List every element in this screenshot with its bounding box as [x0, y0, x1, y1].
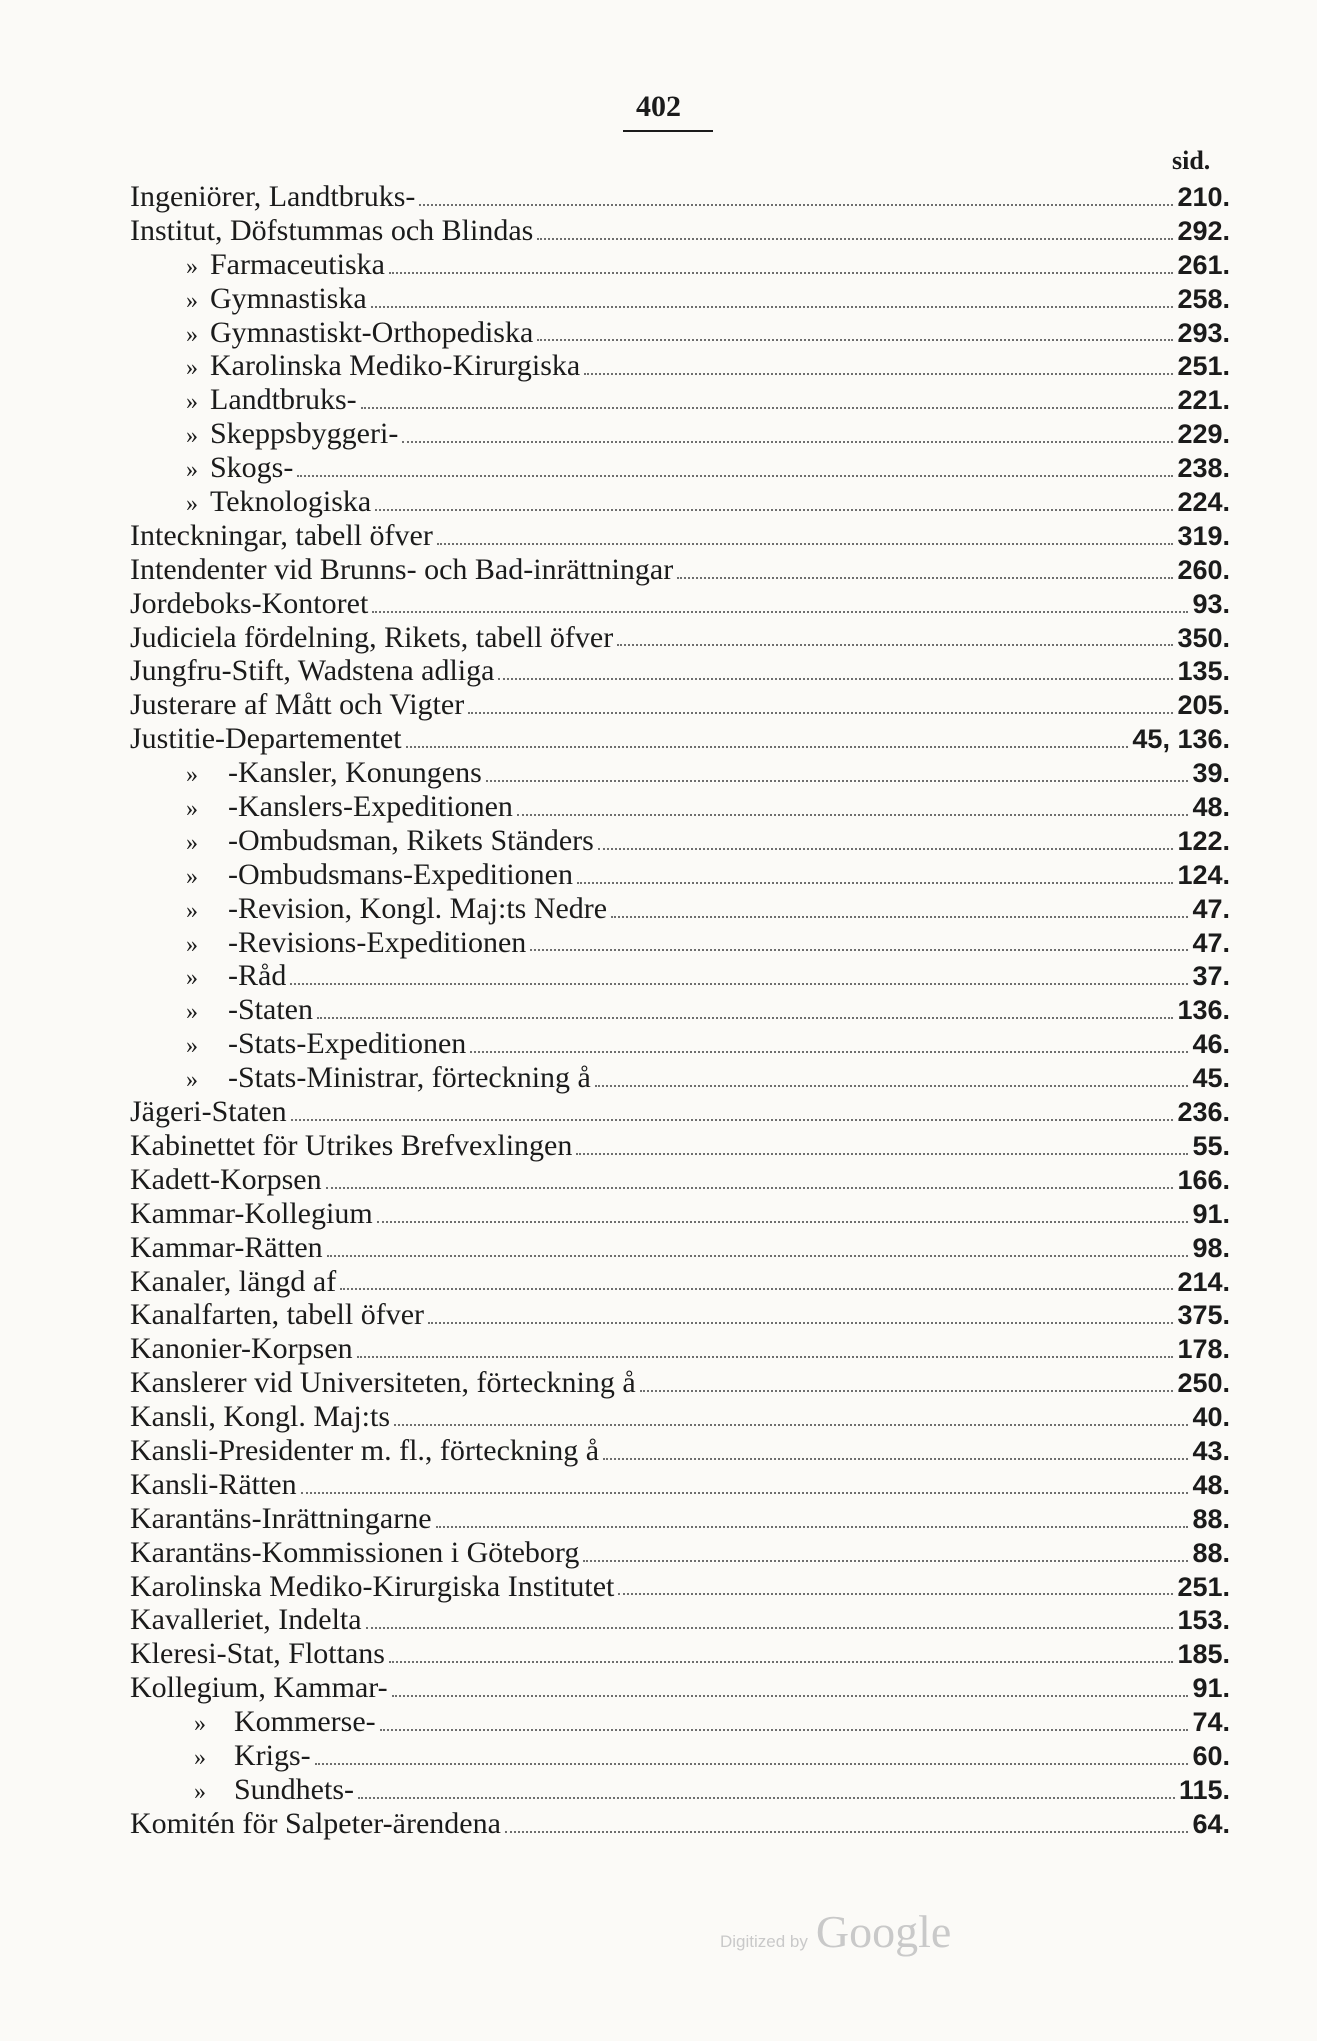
- dot-leader: [389, 1661, 1173, 1663]
- index-term: -Råd: [228, 959, 287, 993]
- page-reference: 178.: [1177, 1334, 1230, 1365]
- dot-leader: [517, 814, 1189, 816]
- index-entry: [130, 519, 1230, 553]
- index-term: Sundhets-: [234, 1772, 354, 1806]
- page-reference: 136.: [1177, 995, 1230, 1026]
- dot-leader: [301, 1492, 1189, 1494]
- ditto-mark: »: [186, 287, 198, 314]
- page-reference: 292.: [1177, 215, 1230, 246]
- index-term: -Kansler, Konungens: [228, 756, 482, 790]
- index-entry: [130, 993, 1230, 1027]
- dot-leader: [603, 1458, 1188, 1460]
- index-term: -Ombudsmans-Expeditionen: [228, 857, 573, 891]
- page-reference: 260.: [1177, 554, 1230, 585]
- index-entry: [130, 1231, 1230, 1265]
- dot-leader: [428, 1322, 1173, 1324]
- page-reference: 250.: [1177, 1368, 1230, 1399]
- dot-leader: [584, 373, 1173, 375]
- index-term: -Revisions-Expeditionen: [228, 925, 527, 959]
- index-entry: [130, 824, 1230, 858]
- ditto-mark: »: [186, 762, 198, 789]
- ditto-mark: »: [186, 491, 198, 518]
- ditto-mark: »: [194, 1744, 206, 1771]
- index-entry: [130, 1603, 1230, 1637]
- dot-leader: [326, 1187, 1174, 1189]
- page-reference: 45, 136.: [1132, 724, 1230, 755]
- index-term: Kanaler, längd af: [130, 1264, 337, 1298]
- index-entry: [130, 1671, 1230, 1705]
- dot-leader: [505, 1831, 1189, 1833]
- ditto-mark: »: [186, 321, 198, 348]
- digitized-watermark: [720, 1905, 951, 1958]
- index-term: Skogs-: [210, 451, 294, 485]
- index-entry: [130, 858, 1230, 892]
- index-term: Justerare af Mått och Vigter: [130, 688, 465, 722]
- google-logo: Google: [815, 1906, 952, 1957]
- ditto-mark: »: [186, 1033, 198, 1060]
- dot-leader: [317, 1017, 1173, 1019]
- page-reference: 48.: [1192, 792, 1230, 823]
- index-entry: [130, 214, 1230, 248]
- dot-leader: [361, 407, 1174, 409]
- dot-leader: [436, 1526, 1189, 1528]
- ditto-mark: »: [194, 1711, 206, 1738]
- index-term: Kollegium, Kammar-: [130, 1671, 388, 1705]
- dot-leader: [402, 441, 1173, 443]
- index-entry: [130, 688, 1230, 722]
- dot-leader: [290, 983, 1188, 985]
- index-entry: [130, 1468, 1230, 1502]
- index-entry: [130, 1197, 1230, 1231]
- index-term: Justitie-Departementet: [130, 722, 402, 756]
- watermark-small-text: Digitized by: [720, 1932, 808, 1951]
- page-reference: 47.: [1192, 893, 1230, 924]
- page-reference: 221.: [1177, 385, 1230, 416]
- index-term: Judiciela fördelning, Rikets, tabell öfver: [130, 620, 614, 654]
- index-term: Kansli-Presidenter m. fl., förteckning å: [130, 1433, 600, 1467]
- ditto-mark: »: [186, 999, 198, 1026]
- dot-leader: [392, 1695, 1189, 1697]
- page-reference: 37.: [1192, 961, 1230, 992]
- index-entry: [130, 1400, 1230, 1434]
- ditto-mark: »: [194, 1778, 206, 1805]
- page-reference: 185.: [1177, 1639, 1230, 1670]
- index-entry: [130, 722, 1230, 756]
- dot-leader: [315, 1763, 1189, 1765]
- index-entry: [130, 1027, 1230, 1061]
- page-reference: 251.: [1177, 1571, 1230, 1602]
- index-term: Komitén för Salpeter-ärendena: [130, 1806, 501, 1840]
- index-entry: [130, 1061, 1230, 1095]
- index-term: Karantäns-Kommissionen i Göteborg: [130, 1535, 580, 1569]
- index-term: Kleresi-Stat, Flottans: [130, 1637, 385, 1671]
- page-reference-column-label: sid.: [1172, 146, 1211, 175]
- index-entry: [130, 383, 1230, 417]
- index-entry: [130, 1502, 1230, 1536]
- page-reference: 88.: [1192, 1503, 1230, 1534]
- index-term: Kansli-Rätten: [130, 1467, 297, 1501]
- dot-leader: [366, 1627, 1174, 1629]
- page-reference: 210.: [1177, 182, 1230, 212]
- dot-leader: [358, 1797, 1175, 1799]
- index-entry: [130, 1739, 1230, 1773]
- index-entry: [130, 1705, 1230, 1739]
- dot-leader: [394, 1424, 1188, 1426]
- index-term: Kanslerer vid Universiteten, förteckning å: [130, 1366, 636, 1400]
- index-term: Kammar-Kollegium: [130, 1196, 373, 1230]
- dot-leader: [419, 204, 1173, 206]
- ditto-mark: »: [186, 897, 198, 924]
- ditto-mark: »: [186, 389, 198, 416]
- dot-leader: [327, 1255, 1189, 1257]
- index-term: Intendenter vid Brunns- och Bad-inrättningar: [130, 552, 674, 586]
- page-reference: 122.: [1177, 825, 1230, 856]
- dot-leader: [340, 1288, 1173, 1290]
- page-reference: 45.: [1192, 1063, 1230, 1094]
- dot-leader: [291, 1119, 1174, 1121]
- page-reference: 40.: [1192, 1402, 1230, 1433]
- ditto-mark: »: [186, 423, 198, 450]
- index-entry: [130, 959, 1230, 993]
- index-entry: [130, 587, 1230, 621]
- dot-leader: [437, 543, 1174, 545]
- page-number: 402: [636, 90, 681, 123]
- index-entry: [130, 316, 1230, 350]
- dot-leader: [389, 272, 1174, 274]
- index-term: Jordeboks-Kontoret: [130, 586, 369, 620]
- index-entry: [130, 1807, 1230, 1841]
- page-reference: 74.: [1192, 1707, 1230, 1738]
- page-reference: 91.: [1192, 1198, 1230, 1229]
- index-term: -Kanslers-Expeditionen: [228, 790, 513, 824]
- dot-leader: [576, 1153, 1188, 1155]
- page-reference: 350.: [1177, 622, 1230, 653]
- index-entry: [130, 1570, 1230, 1604]
- page-reference: 43.: [1192, 1435, 1230, 1466]
- page-reference: 135.: [1177, 656, 1230, 687]
- dot-leader: [498, 678, 1173, 680]
- page-reference: 214.: [1177, 1266, 1230, 1297]
- index-entry: [130, 1298, 1230, 1332]
- index-entry: [130, 1163, 1230, 1197]
- index-entry: [130, 1773, 1230, 1807]
- page-reference: 47.: [1192, 927, 1230, 958]
- dot-leader: [611, 916, 1188, 918]
- index-term: Kanonier-Korpsen: [130, 1332, 353, 1366]
- ditto-mark: »: [186, 253, 198, 280]
- ditto-mark: »: [186, 1067, 198, 1094]
- dot-leader: [537, 339, 1173, 341]
- index-term: Krigs-: [234, 1738, 311, 1772]
- index-term: Skeppsbyggeri-: [210, 417, 399, 451]
- page-reference: 293.: [1177, 317, 1230, 348]
- ditto-mark: »: [186, 457, 198, 484]
- index-entry: [130, 1366, 1230, 1400]
- index-term: Kommerse-: [234, 1705, 376, 1739]
- index-entry: [130, 553, 1230, 587]
- index-entry: [130, 282, 1230, 316]
- index-term: Ingeniörer, Landtbruks-: [130, 180, 416, 213]
- index-list: [130, 180, 1230, 1841]
- page-reference: 251.: [1177, 351, 1230, 382]
- index-term: Karolinska Mediko-Kirurgiska Institutet: [130, 1569, 615, 1603]
- index-entry: [130, 1434, 1230, 1468]
- dot-leader: [595, 1085, 1189, 1087]
- page-reference: 91.: [1192, 1673, 1230, 1704]
- index-term: -Staten: [228, 993, 313, 1027]
- dot-leader: [297, 475, 1173, 477]
- index-entry: [130, 654, 1230, 688]
- dot-leader: [583, 1560, 1188, 1562]
- dot-leader: [617, 644, 1173, 646]
- index-entry: [130, 1637, 1230, 1671]
- ditto-mark: »: [186, 965, 198, 992]
- index-term: Kansli, Kongl. Maj:ts: [130, 1400, 390, 1434]
- dot-leader: [530, 949, 1188, 951]
- index-entry: [130, 1265, 1230, 1299]
- index-entry: [130, 1536, 1230, 1570]
- index-term: Kabinettet för Utrikes Brefvexlingen: [130, 1128, 573, 1162]
- dot-leader: [677, 577, 1173, 579]
- page-reference: 48.: [1192, 1469, 1230, 1500]
- page-reference: 124.: [1177, 859, 1230, 890]
- index-term: Teknologiska: [210, 485, 372, 519]
- index-term: Gymnastiska: [210, 281, 367, 315]
- dot-leader: [598, 848, 1174, 850]
- page-reference: 64.: [1192, 1808, 1230, 1839]
- index-entry: [130, 790, 1230, 824]
- dot-leader: [486, 780, 1189, 782]
- index-term: Karolinska Mediko-Kirurgiska: [210, 349, 581, 383]
- index-term: Jungfru-Stift, Wadstena adliga: [130, 654, 495, 688]
- page-reference: 98.: [1192, 1232, 1230, 1263]
- index-term: Kadett-Korpsen: [130, 1162, 322, 1196]
- index-entry: [130, 756, 1230, 790]
- page-reference: 205.: [1177, 690, 1230, 721]
- page-reference: 60.: [1192, 1740, 1230, 1771]
- page-reference: 224.: [1177, 487, 1230, 518]
- page-reference: 88.: [1192, 1537, 1230, 1568]
- page-reference: 55.: [1192, 1130, 1230, 1161]
- page-reference: 229.: [1177, 419, 1230, 450]
- index-entry: [130, 892, 1230, 926]
- dot-leader: [371, 306, 1174, 308]
- index-entry: [130, 485, 1230, 519]
- page-reference: 115.: [1178, 1774, 1230, 1805]
- page-reference: 319.: [1177, 520, 1230, 551]
- index-entry: [130, 1332, 1230, 1366]
- page-reference: 166.: [1177, 1164, 1230, 1195]
- index-term: Gymnastiskt-Orthopediska: [210, 315, 534, 349]
- dot-leader: [537, 238, 1173, 240]
- page-reference: 261.: [1177, 249, 1230, 280]
- index-entry: [130, 349, 1230, 383]
- index-entry: [130, 1129, 1230, 1163]
- index-entry: [130, 451, 1230, 485]
- index-term: -Stats-Ministrar, förteckning å: [228, 1061, 591, 1095]
- ditto-mark: »: [186, 796, 198, 823]
- dot-leader: [377, 1221, 1189, 1223]
- page-reference: 236.: [1177, 1097, 1230, 1128]
- index-term: Landtbruks-: [210, 383, 357, 417]
- dot-leader: [468, 712, 1173, 714]
- dot-leader: [577, 882, 1173, 884]
- page-reference: 153.: [1177, 1605, 1230, 1636]
- dot-leader: [640, 1390, 1174, 1392]
- index-entry: [130, 180, 1230, 214]
- page-reference: 93.: [1192, 588, 1230, 619]
- index-entry: [130, 417, 1230, 451]
- index-term: Inteckningar, tabell öfver: [130, 518, 433, 552]
- page-reference: 258.: [1177, 283, 1230, 314]
- dot-leader: [380, 1729, 1189, 1731]
- index-entry: [130, 248, 1230, 282]
- index-term: -Ombudsman, Rikets Ständers: [228, 823, 594, 857]
- ditto-mark: »: [186, 829, 198, 856]
- ditto-mark: »: [186, 355, 198, 382]
- dot-leader: [372, 611, 1188, 613]
- index-term: Kanalfarten, tabell öfver: [130, 1298, 425, 1332]
- page-reference: 375.: [1177, 1300, 1230, 1331]
- page-reference: 39.: [1192, 758, 1230, 789]
- ditto-mark: »: [186, 863, 198, 890]
- index-entry: [130, 926, 1230, 960]
- dot-leader: [406, 746, 1129, 748]
- dot-leader: [470, 1051, 1188, 1053]
- dot-leader: [618, 1593, 1173, 1595]
- index-term: -Revision, Kongl. Maj:ts Nedre: [228, 891, 608, 925]
- index-term: -Stats-Expeditionen: [228, 1027, 467, 1061]
- index-term: Kammar-Rätten: [130, 1230, 323, 1264]
- index-term: Jägeri-Staten: [130, 1095, 287, 1129]
- page-number-rule: [623, 130, 713, 132]
- page-reference: 46.: [1192, 1029, 1230, 1060]
- index-entry: [130, 621, 1230, 655]
- index-entry: [130, 1095, 1230, 1129]
- index-term: Institut, Döfstummas och Blindas: [130, 213, 534, 247]
- index-term: Karantäns-Inrättningarne: [130, 1501, 432, 1535]
- dot-leader: [375, 509, 1173, 511]
- dot-leader: [357, 1356, 1174, 1358]
- page-reference: 238.: [1177, 453, 1230, 484]
- ditto-mark: »: [186, 931, 198, 958]
- index-term: Kavalleriet, Indelta: [130, 1603, 362, 1637]
- index-term: Farmaceutiska: [210, 247, 385, 281]
